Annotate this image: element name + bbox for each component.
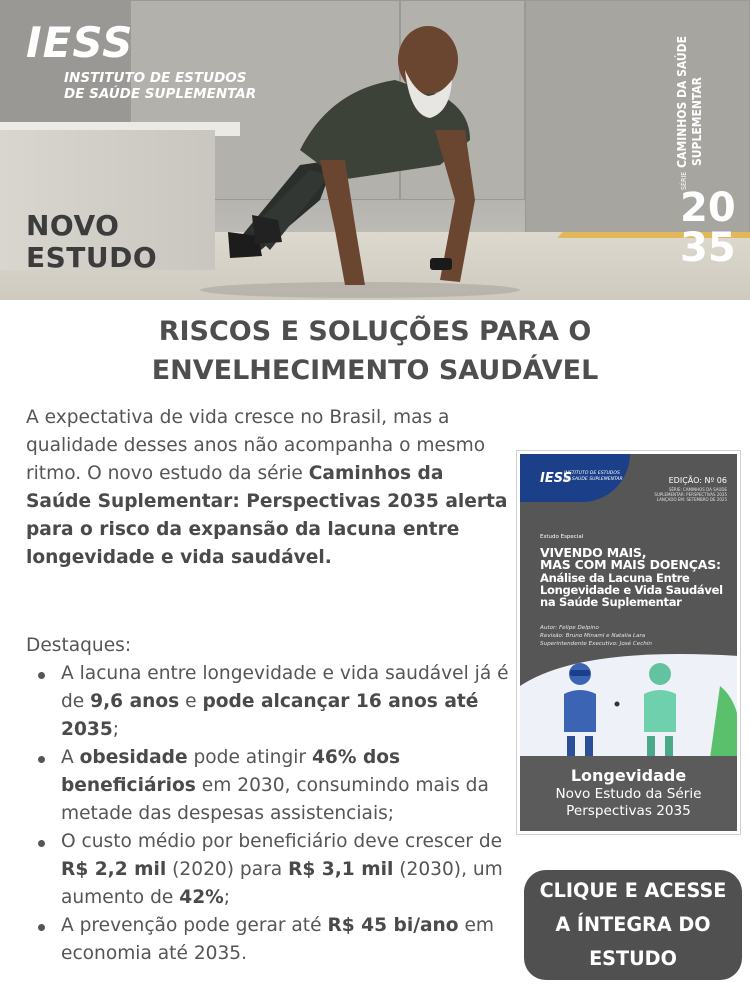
intro-text: A expectativa de vida cresce no Brasil, mas a qualidade desses anos não acompanha o mesmo ritmo. O novo estudo da série <box>26 407 486 484</box>
cover-subtitle: Análise da Lacuna Entre Longevidade e Vida Saudável na Saúde Suplementar <box>540 571 723 609</box>
iess-logo-mark: IESS <box>26 18 134 67</box>
cover-illustration <box>520 646 737 758</box>
cta-line-3: ESTUDO <box>589 947 677 970</box>
cover-caption-title: Longevidade <box>570 766 687 785</box>
logo-line-1: INSTITUTO DE ESTUDOS <box>64 70 247 86</box>
cover-caption-line-2: Novo Estudo da Série <box>555 786 702 802</box>
cover-logo-sub: INSTITUTO DE ESTUDOS DE SAÚDE SUPLEMENTAR <box>564 471 623 482</box>
cover-title: VIVENDO MAIS, MAS COM MAIS DOENÇAS: <box>540 545 721 572</box>
cover-meta: SÉRIE: CAMINHOS DA SAÚDE SUPLEMENTAR: PERSPECTIVAS 2035 LANÇADO EM: SETEMBRO DE 2025 <box>654 487 727 502</box>
serie-line-2: SUPLEMENTAR <box>690 77 704 166</box>
logo-line-2: DE SAÚDE SUPLEMENTAR <box>64 86 257 102</box>
year-2035 <box>680 185 740 271</box>
year-bottom: 35 <box>680 225 736 271</box>
iess-logo[interactable] <box>26 18 257 102</box>
serie-line-1: CAMINHOS DA SAÚDE <box>675 36 689 168</box>
highlight-item: A prevenção pode gerar até R$ 45 bi/ano em economia até 2035. <box>26 912 516 968</box>
cover-logo: IESS <box>540 471 572 486</box>
title-line-2: ENVELHECIMENTO SAUDÁVEL <box>151 355 599 386</box>
badge-line-2: ESTUDO <box>26 241 158 274</box>
intro-paragraph <box>26 404 512 572</box>
access-study-button[interactable] <box>524 870 742 980</box>
cta-line-2: A ÍNTEGRA DO <box>555 913 711 936</box>
cta-line-1: CLIQUE E ACESSE <box>539 879 727 902</box>
highlight-item: A lacuna entre longevidade e vida saudável já é de 9,6 anos e pode alcançar 16 anos até 2035; <box>26 660 516 744</box>
cover-edition: EDIÇÃO: Nº 06 <box>668 476 727 485</box>
intro-bold-text: Caminhos da Saúde Suplementar: Perspectivas 2035 alerta para o risco da expansão da lacuna entre longevidade e vida saudável. <box>26 463 508 568</box>
cover-tag: Estudo Especial <box>540 534 584 540</box>
highlights-section <box>26 632 516 968</box>
highlights-list <box>26 660 516 968</box>
page-title <box>0 312 750 390</box>
year-top: 20 <box>680 185 736 231</box>
highlights-heading: Destaques: <box>26 635 132 656</box>
cover-caption <box>520 756 737 831</box>
highlight-item: O custo médio por beneficiário deve crescer de R$ 2,2 mil (2020) para R$ 3,1 mil (2030), um aumento de 42%; <box>26 828 516 912</box>
cover-caption-line-3: Perspectivas 2035 <box>566 803 691 819</box>
title-line-1: RISCOS E SOLUÇÕES PARA O <box>158 316 592 347</box>
cover-authors: Autor: Felipe Delpino Revisão: Bruno Minami e Natalia Lara Superintendente Executivo: José Cechin <box>540 625 652 647</box>
study-cover[interactable] <box>516 450 741 835</box>
badge-line-1: NOVO <box>26 209 120 242</box>
highlight-item: A obesidade pode atingir 46% dos beneficiários em 2030, consumindo mais da metade das despesas assistenciais; <box>26 744 516 828</box>
serie-small: SÉRIE <box>680 171 688 190</box>
iess-logo-subtitle <box>64 70 256 102</box>
hero-banner <box>0 0 750 300</box>
novo-estudo-badge <box>26 210 157 274</box>
